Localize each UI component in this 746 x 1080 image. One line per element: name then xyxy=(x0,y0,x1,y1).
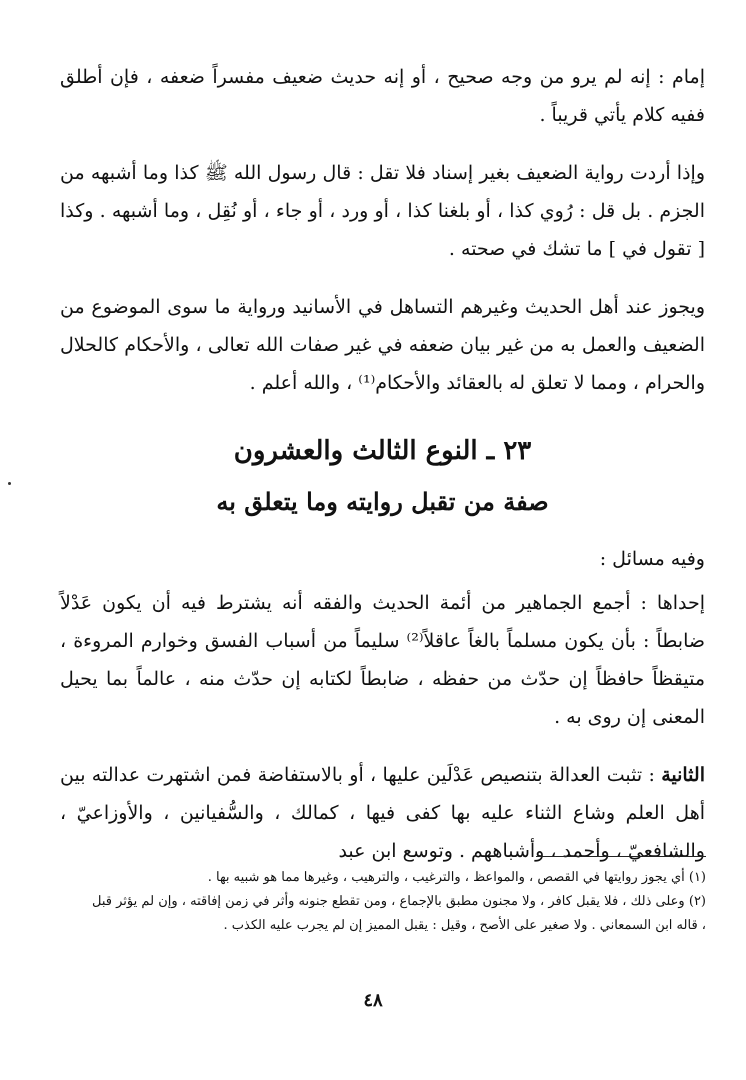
chapter-title: صفة من تقبل روايته وما يتعلق به xyxy=(216,487,549,516)
footnotes xyxy=(92,866,706,938)
paragraph-3: ويجوز عند أهل الحديث وغيرهم التساهل في الأسانيد ورواية ما سوى الموضوع من الضعيف والعمل به من غير بيان ضعفه في غير صفات الله تعالى ، والأحكام كالحلال والحرام ، ومما لا تعلق له بالعقائد والأحكام⁽¹⁾ ، والله أعلم . xyxy=(60,296,705,394)
footnote-divider xyxy=(536,856,706,857)
masala-1: إحداها : أجمع الجماهير من أئمة الحديث والفقه أنه يشترط فيه أن يكون عَدْلاً ضابطاً : بأن يكون مسلماً بالغاً عاقلاً⁽²⁾ سليماً من أسباب الفسق وخوارم المروءة ، متيقظاً حافظاً إن حدّث من حفظه ، ضابطاً لكتابه إن حدّث منه ، عالماً بما يحيل المعنى إن روى به . xyxy=(60,592,706,728)
masala-2-label: الثانية xyxy=(661,764,705,786)
margin-dot xyxy=(8,482,11,485)
page-body xyxy=(60,58,705,870)
paragraph-2: وإذا أردت رواية الضعيف بغير إسناد فلا تقل : قال رسول الله ﷺ كذا وما أشبهه من الجزم . بل قل : رُوي كذا ، أو بلغنا كذا ، أو ورد ، أو جاء ، أو نُقِل ، وما أشبهه . وكذا [ تقول في ] ما تشك في صحته . xyxy=(60,162,705,260)
masala-2-text: : تثبت العدالة بتنصيص عَدْلَين عليها ، أو بالاستفاضة فمن اشتهرت عدالته بين أهل العلم وشاع الثناء عليه بها كفى فيها ، كمالك ، والسُّفيانين ، والأوزاعيّ ، والشافعيّ ، وأحمد ، وأشباههم . وتوسع ابن عبد xyxy=(60,764,705,862)
page-number: ٤٨ xyxy=(363,990,383,1011)
masala-2 xyxy=(60,756,705,870)
intro-line: وفيه مسائل : xyxy=(599,548,705,570)
footnote-1: (١) أي يجوز روايتها في القصص ، والمواعظ ، والترغيب ، والترهيب ، وغيرها مما هو شبيه بها . xyxy=(207,870,706,885)
chapter-number: ٢٣ ـ النوع الثالث والعشرون xyxy=(233,436,532,466)
paragraph-1: إمام : إنه لم يرو من وجه صحيح ، أو إنه حديث ضعيف مفسراً ضعفه ، فإن أطلق ففيه كلام يأتي قريباً . xyxy=(60,66,705,126)
footnote-2: (٢) وعلى ذلك ، فلا يقبل كافر ، ولا مجنون مطبق بالإجماع ، ومن تقطع جنونه وأثر في زمن إفاقته ، وإن لم يؤثر قبل ، قاله ابن السمعاني . ولا صغير على الأصح ، وقيل : يقبل المميز إن لم يجرب عليه الكذب . xyxy=(92,894,706,933)
